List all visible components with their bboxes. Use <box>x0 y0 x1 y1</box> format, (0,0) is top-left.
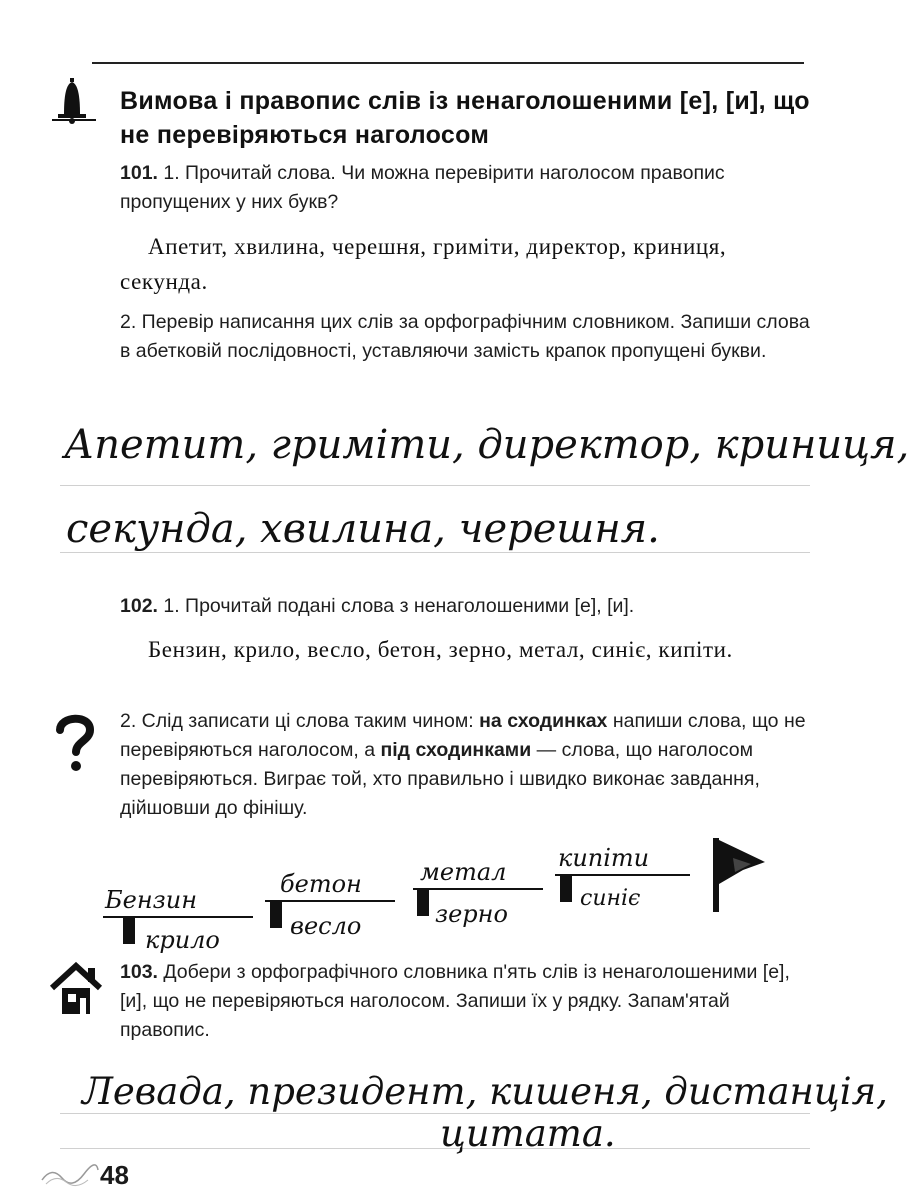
exercise-101-number: 101. <box>120 162 158 184</box>
step-3-tread <box>413 888 543 890</box>
step-2-riser <box>270 900 282 928</box>
finish-flag-icon <box>703 834 773 914</box>
exercise-102-task1-text: 1. Прочитай подані слова з ненаголошеними [е], [и]. <box>163 595 635 617</box>
task2-bold-under-steps: під сходинками <box>380 739 532 761</box>
step-2-tread <box>265 900 395 902</box>
step-word-below-3: зерно <box>435 900 508 928</box>
step-word-below-1: крило <box>145 926 220 954</box>
exercise-102-number: 102. <box>120 595 158 617</box>
step-word-below-2: весло <box>290 912 362 940</box>
handwritten-answer-103-line1: Левада, президент, кишеня, дистанція, <box>82 1070 888 1113</box>
handwritten-answer-101-line2: секунда, хвилина, черешня. <box>66 506 660 552</box>
exercise-101-task1-text: 1. Прочитай слова. Чи можна перевірити наголосом правопис пропущених у них букв? <box>120 162 725 213</box>
exercise-101-task1 <box>120 159 810 217</box>
question-mark-icon <box>52 712 98 774</box>
exercise-103-task <box>120 958 810 1045</box>
step-word-above-4: кипіти <box>558 844 650 872</box>
step-1-riser <box>123 916 135 944</box>
writing-line <box>60 485 810 486</box>
step-word-below-4: синіє <box>580 886 641 911</box>
step-4-tread <box>555 874 690 876</box>
handwritten-answer-103-line2: цитата. <box>440 1112 616 1155</box>
task2-text-a: 2. Слід записати ці слова таким чином: <box>120 710 480 732</box>
task2-bold-on-steps: на сходинках <box>479 710 608 732</box>
exercise-102-words: Бензин, крило, весло, бетон, зерно, метал, синіє, кипіти. <box>148 637 733 662</box>
task2-text-e: — слова, що наголосом перевіряються. Виграє той, хто правильно і швидко виконає завдання, дійшовши до фінішу. <box>120 739 760 819</box>
step-4-riser <box>560 874 572 902</box>
step-word-above-1: Бензин <box>105 886 198 914</box>
step-word-above-3: метал <box>420 858 507 886</box>
exercise-103-number: 103. <box>120 961 158 983</box>
house-icon <box>48 962 104 1016</box>
writing-line <box>60 1148 810 1149</box>
page-number: 48 <box>100 1160 129 1190</box>
exercise-102-task1 <box>120 592 810 621</box>
exercise-101-task2: 2. Перевір написання цих слів за орфографічним словником. Запиши слова в абетковій послідовності, уставляючи замість крапок пропущені букви. <box>120 311 810 362</box>
staircase-diagram <box>95 830 795 960</box>
exercise-103-task-text: Добери з орфографічного словника п'ять слів із ненаголошеними [е], [и], що не перевіряються наголосом. Запиши їх у рядку. Запам'ятай правопис. <box>120 961 790 1041</box>
exercise-101-words: Апетит, хвилина, черешня, гриміти, директор, криниця, секунда. <box>120 234 727 294</box>
step-word-above-2: бетон <box>280 870 362 898</box>
handwritten-answer-101-line1: Апетит, гриміти, директор, криниця, <box>64 422 909 468</box>
page-title: Вимова і правопис слів із ненаголошеними [е], [и], що не перевіряються наголосом <box>120 87 810 149</box>
bell-icon <box>50 74 102 126</box>
top-rule <box>92 62 804 64</box>
task2-text-c: напиши слова, що не перевіряються наголосом, а <box>120 710 806 761</box>
corner-ornament <box>40 1160 100 1188</box>
step-3-riser <box>417 888 429 916</box>
exercise-102-task2 <box>120 707 810 823</box>
writing-line <box>60 1113 810 1114</box>
writing-line <box>60 552 810 553</box>
